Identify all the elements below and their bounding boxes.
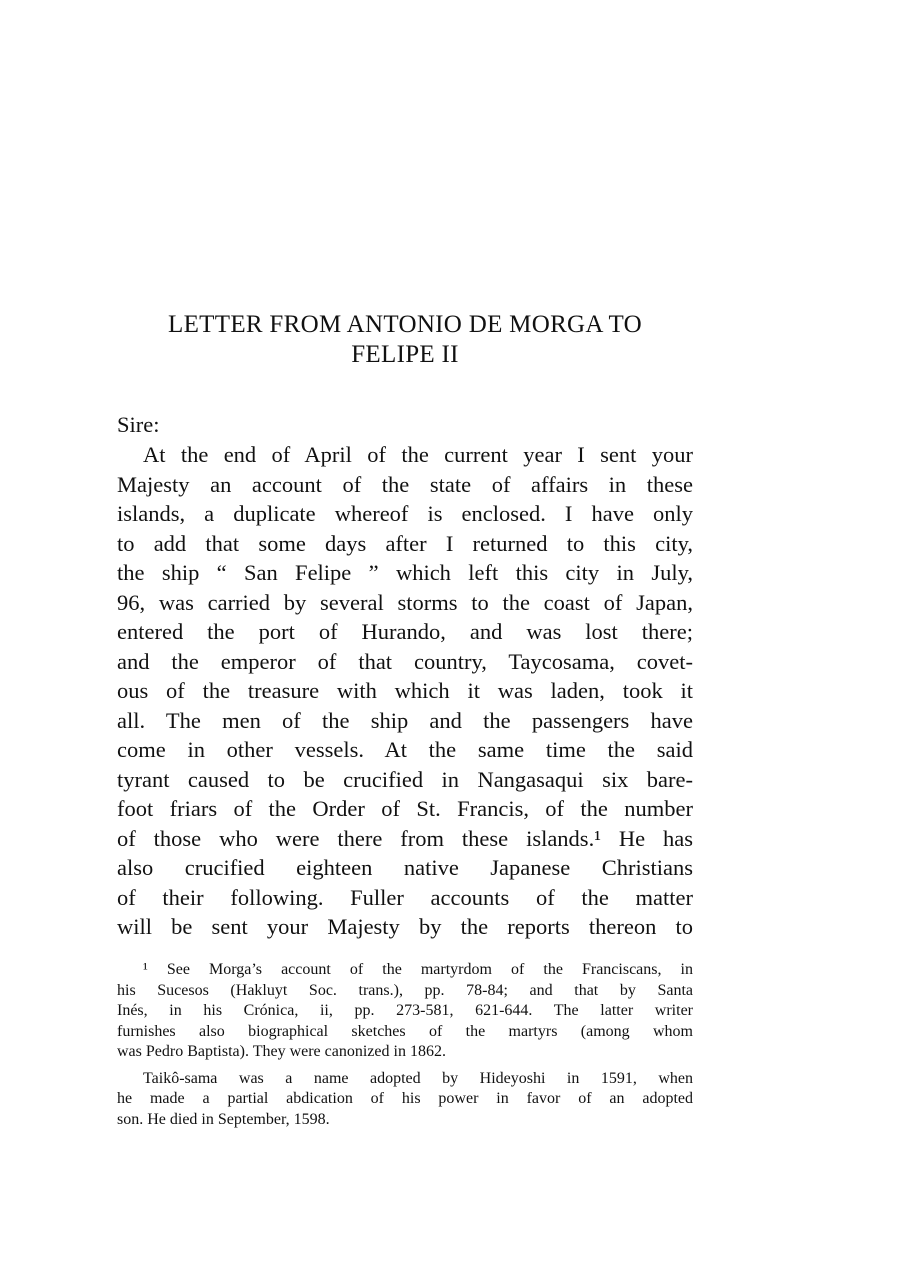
body-line: ous of the treasure with which it was laden, took it bbox=[117, 678, 693, 703]
footnote-line: was Pedro Baptista). They were canonized in 1862. bbox=[117, 1043, 446, 1060]
footnote-line: Taikô-sama was a name adopted by Hideyoshi in 1591, when bbox=[143, 1069, 693, 1087]
letter-body bbox=[117, 440, 693, 942]
body-line: also crucified eighteen native Japanese Christians bbox=[117, 855, 693, 880]
body-line: to add that some days after I returned to this city, bbox=[117, 530, 693, 556]
body-line: islands, a duplicate whereof is enclosed. I have only bbox=[117, 501, 693, 526]
body-line: and the emperor of that country, Taycosama, covet- bbox=[117, 648, 693, 674]
book-page bbox=[117, 0, 693, 1264]
body-line: of those who were there from these islands.¹ He has bbox=[117, 825, 693, 851]
footnote-line: he made a partial abdication of his power in favor of an adopted bbox=[117, 1090, 693, 1107]
body-line: 96, was carried by several storms to the coast of Japan, bbox=[117, 589, 693, 615]
letter-title-line-1: LETTER FROM ANTONIO DE MORGA TO bbox=[168, 311, 642, 338]
body-line: Majesty an account of the state of affairs in these bbox=[117, 471, 693, 497]
body-line: tyrant caused to be crucified in Nangasaqui six bare- bbox=[117, 766, 693, 792]
footnote-line: ¹ See Morga’s account of the martyrdom of the Franciscans, in bbox=[143, 961, 693, 978]
body-line: all. The men of the ship and the passengers have bbox=[117, 707, 693, 733]
body-line: At the end of April of the current year I sent your bbox=[143, 442, 693, 467]
body-line: foot friars of the Order of St. Francis, of the number bbox=[117, 796, 693, 821]
body-line: come in other vessels. At the same time the said bbox=[117, 737, 693, 762]
letter-title-line-2: FELIPE II bbox=[351, 341, 459, 368]
footnotes bbox=[117, 960, 693, 1130]
body-line: entered the port of Hurando, and was lost there; bbox=[117, 619, 693, 644]
body-line: the ship “ San Felipe ” which left this city in July, bbox=[117, 560, 693, 585]
letter-title bbox=[117, 310, 693, 370]
footnote-line: son. He died in September, 1598. bbox=[117, 1110, 330, 1128]
footnote-line: his Sucesos (Hakluyt Soc. trans.), pp. 78-84; and that by Santa bbox=[117, 981, 693, 999]
body-line: will be sent your Majesty by the reports thereon to bbox=[117, 914, 693, 939]
body-line: of their following. Fuller accounts of the matter bbox=[117, 884, 693, 910]
footnote-line: Inés, in his Crónica, ii, pp. 273-581, 621-644. The latter writer bbox=[117, 1002, 693, 1019]
salutation: Sire: bbox=[117, 412, 160, 437]
footnote-line: furnishes also biographical sketches of the martyrs (among whom bbox=[117, 1022, 693, 1040]
